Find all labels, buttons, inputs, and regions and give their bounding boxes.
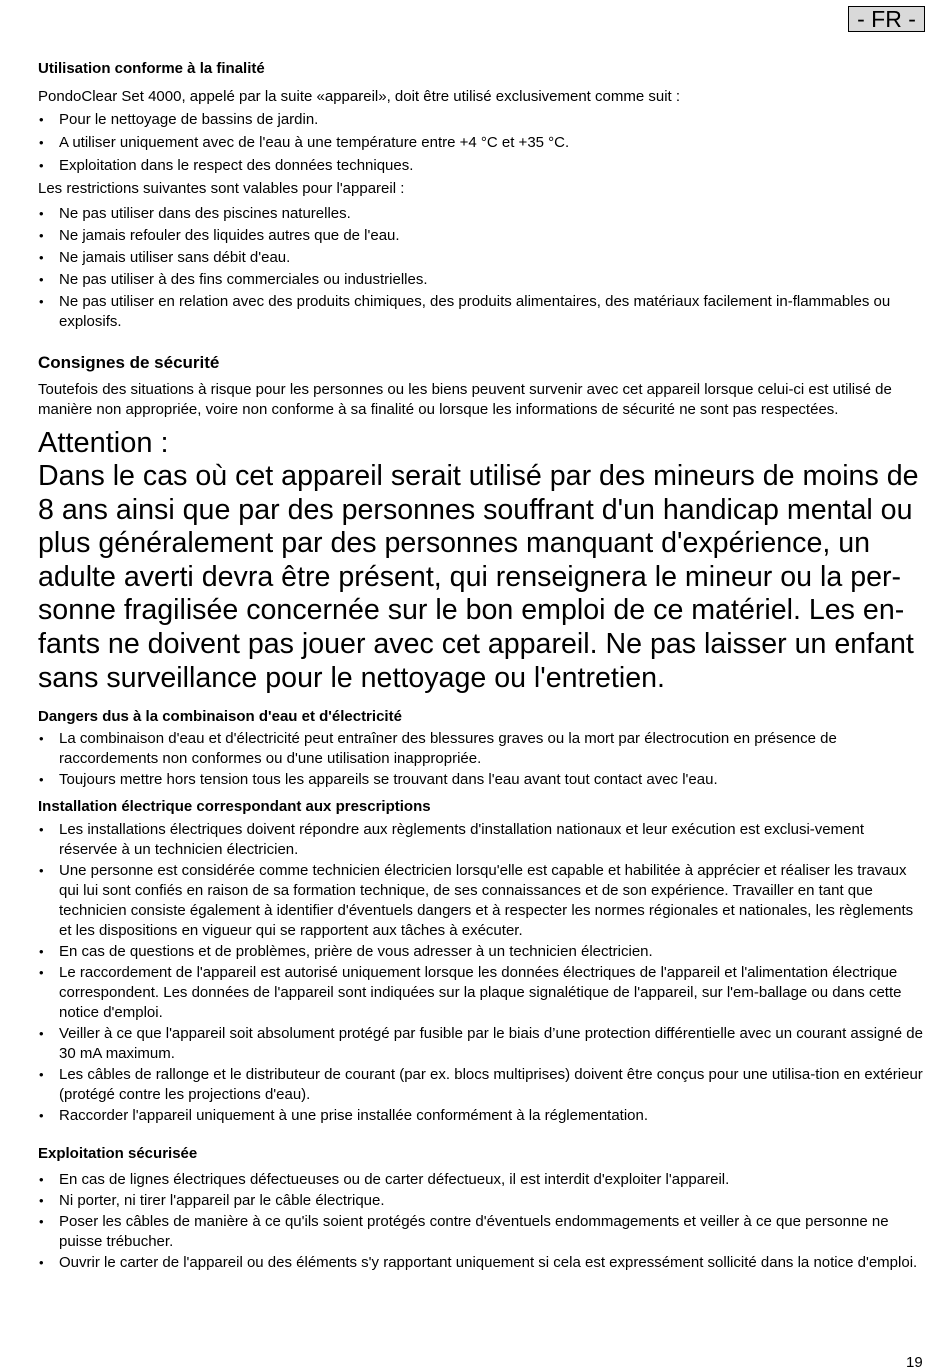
page-number: 19 [906,1354,923,1371]
section-title-water-electricity: Dangers dus à la combinaison d'eau et d'électricité [38,708,402,726]
list-item: • A utiliser uniquement avec de l'eau à une température entre +4 °C et +35 °C. [38,133,926,153]
list-item: • Le raccordement de l'appareil est autorisé uniquement lorsque les données électriques de l'appareil et l'alimentation électrique correspondent. Les données de l'appareil sont indiquées sur la plaque signalétique de l'appareil, sur l'em-ballage ou dans cette notice d'emploi. [38,963,926,1023]
intended-use-intro: PondoClear Set 4000, appelé par la suite «appareil», doit être utilisé exclusivement comme suit : [38,88,681,105]
list-item: • Veiller à ce que l'appareil soit absolument protégé par fusible par le biais d’une protection différentielle avec un courant assigné de 30 mA maximum. [38,1024,926,1064]
list-item: • Poser les câbles de manière à ce qu'ils soient protégés contre d'éventuels endommagements et veiller à ce que personne ne puisse trébucher. [38,1212,926,1252]
list-item: • Ne pas utiliser dans des piscines naturelles. [38,204,926,224]
list-item: • Une personne est considérée comme technicien électricien lorsqu'elle est capable et habilitée à apprécier et réaliser les travaux qui lui sont confiés en raison de sa formation technique, de ses connaissances et de son expérience. Travailler en tant que technicien consiste également à identifier d'éventuels dangers et à respecter les normes régionales et nationales, les règlements et les dispositions en vigueur qui se rapportent aux tâches à exécuter. [38,861,926,941]
electrical-installation-list [38,820,926,1126]
list-item: • Pour le nettoyage de bassins de jardin. [38,110,926,130]
list-item: • En cas de questions et de problèmes, prière de vous adresser à un technicien électricien. [38,942,926,962]
section-title-electrical-installation: Installation électrique correspondant aux prescriptions [38,798,431,816]
restrictions-list [38,204,926,332]
list-item: • Ne pas utiliser en relation avec des produits chimiques, des produits alimentaires, des matériaux facilement in-flammables ou explosifs. [38,292,926,332]
safety-text: Toutefois des situations à risque pour les personnes ou les biens peuvent survenir avec cet appareil lorsque celui-ci est utilisé de manière non appropriée, voire non conforme à sa finalité ou lorsque les informations de sécurité ne sont pas respectées. [38,381,892,418]
list-item: • Les installations électriques doivent répondre aux règlements d'installation nationaux et leur exécution est exclusi-vement réservée à un technicien électricien. [38,820,926,860]
list-item: • Ne pas utiliser à des fins commerciales ou industrielles. [38,270,926,290]
section-title-safety: Consignes de sécurité [38,353,220,372]
list-item: • Les câbles de rallonge et le distributeur de courant (par ex. blocs multiprises) doivent être conçus pour une utilisa-tion en extérieur (protégé contre les projections d'eau). [38,1065,926,1105]
list-item: • Ouvrir le carter de l'appareil ou des éléments s'y rapportant uniquement si cela est expressément sollicité dans la notice d'emploi. [38,1253,926,1273]
section-title-intended-use: Utilisation conforme à la finalité [38,60,265,77]
intended-use-list [38,110,926,176]
list-item: • Exploitation dans le respect des données techniques. [38,156,926,176]
water-electricity-list [38,729,926,790]
attention-title: Attention : [38,427,169,459]
list-item: • Ne jamais utiliser sans débit d'eau. [38,248,926,268]
list-item: • La combinaison d'eau et d'électricité peut entraîner des blessures graves ou la mort par électrocution en présence de raccordements non conformes ou d'une utilisation inappropriée. [38,729,926,769]
list-item: • Toujours mettre hors tension tous les appareils se trouvant dans l'eau avant tout contact avec l'eau. [38,770,926,790]
list-item: • En cas de lignes électriques défectueuses ou de carter défectueux, il est interdit d'exploiter l'appareil. [38,1170,926,1190]
list-item: • Ne jamais refouler des liquides autres que de l'eau. [38,226,926,246]
language-badge: - FR - [848,6,925,32]
section-title-safe-operation: Exploitation sécurisée [38,1145,198,1163]
list-item: • Ni porter, ni tirer l'appareil par le câble électrique. [38,1191,926,1211]
attention-text: Dans le cas où cet appareil serait utilisé par des mineurs de moins de 8 ans ainsi que par des personnes souffrant d'un handicap mental ou plus généralement par des personnes manquant d'expérience, un adulte averti devra être présent, qui renseignera le mineur ou la per-sonne fragilisée concernée sur le bon emploi de ce matériel. Les en-fants ne doivent pas jouer avec cet appareil. Ne pas laisser un enfant sans surveillance pour le nettoyage ou l'entretien. [38,460,919,694]
list-item: • Raccorder l'appareil uniquement à une prise installée conformément à la réglementation. [38,1106,926,1126]
restrictions-intro: Les restrictions suivantes sont valables pour l'appareil : [38,180,405,197]
safe-operation-list [38,1170,926,1273]
page-content [38,59,926,1273]
